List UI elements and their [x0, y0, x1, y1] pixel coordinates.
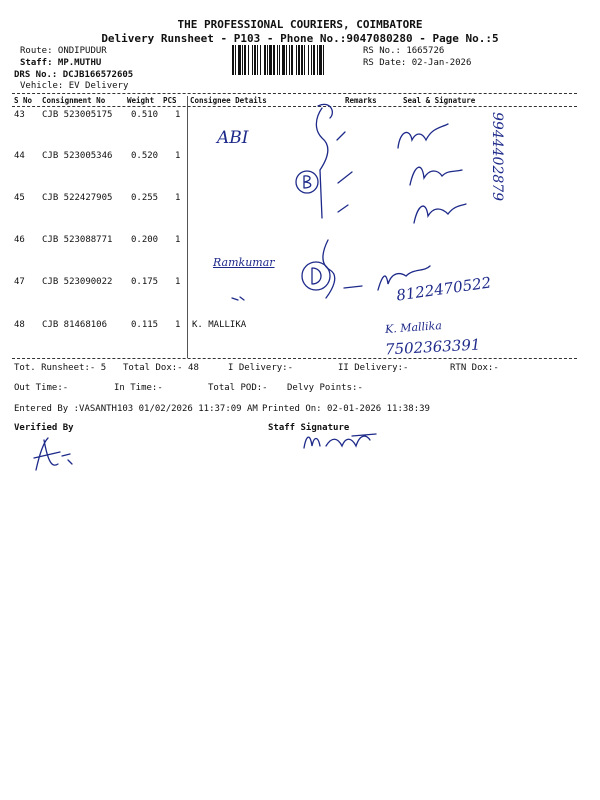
row-consignment: CJB 522427905: [42, 193, 113, 203]
vehicle-label: Vehicle: EV Delivery: [20, 81, 129, 91]
rs-date: RS Date: 02-Jan-2026: [363, 58, 472, 68]
second-delivery: II Delivery:-: [338, 363, 409, 373]
entered-by: Entered By :VASANTH103 01/02/2026 11:37:09 AM: [14, 404, 258, 414]
route-label: Route: ONDIPUDUR: [20, 46, 107, 56]
verified-by-label: Verified By: [14, 423, 74, 433]
row-consignment: CJB 523090022: [42, 277, 113, 287]
handwritten-phone-47: 8122470522: [395, 273, 493, 305]
row-weight: 0.255: [131, 193, 159, 203]
rtn-dox: RTN Dox:-: [450, 363, 499, 373]
row-sno: 44: [14, 151, 25, 161]
col-sno: S No: [14, 96, 33, 105]
row-weight: 0.115: [131, 320, 159, 330]
row-consignment: CJB 81468106: [42, 320, 108, 330]
handwritten-note: Ramkumar: [213, 256, 275, 269]
delivery-points: Delvy Points:-: [287, 383, 363, 393]
rs-number: RS No.: 1665726: [363, 46, 445, 56]
total-dox: Total Dox:- 48: [123, 363, 199, 373]
row-weight: 0.520: [131, 151, 159, 161]
row-sno: 45: [14, 193, 25, 203]
printed-on: Printed On: 02-01-2026 11:38:39: [262, 404, 430, 414]
row-pcs: 1: [175, 277, 181, 287]
row-consignment: CJB 523088771: [42, 235, 113, 245]
col-seal-signature: Seal & Signature: [403, 96, 476, 105]
handwritten-phone-48: 7502363391: [384, 335, 481, 359]
row-weight: 0.200: [131, 235, 159, 245]
row-consignment: CJB 523005175: [42, 110, 113, 120]
row-pcs: 1: [175, 151, 181, 161]
row-pcs: 1: [175, 320, 181, 330]
col-consignee: Consignee Details: [190, 96, 267, 105]
company-name: THE PROFESSIONAL COURIERS, COIMBATORE: [177, 18, 423, 31]
col-consignment: Consignment No: [42, 96, 106, 105]
staff-label: Staff: MP.MUTHU: [20, 58, 102, 68]
row-sno: 47: [14, 277, 25, 287]
out-time: Out Time:-: [14, 383, 69, 393]
row-pcs: 1: [175, 235, 181, 245]
col-weight: Weight: [127, 96, 155, 105]
row-sno: 48: [14, 320, 25, 330]
row-pcs: 1: [175, 193, 181, 203]
row-weight: 0.175: [131, 277, 159, 287]
row-pcs: 1: [175, 110, 181, 120]
col-remarks: Remarks: [345, 96, 377, 105]
row-consignment: CJB 523005346: [42, 151, 113, 161]
first-delivery: I Delivery:-: [228, 363, 294, 373]
in-time: In Time:-: [114, 383, 163, 393]
row-consignee: K. MALLIKA: [192, 320, 247, 330]
handwritten-phone-vertical: 9944402879: [489, 112, 505, 202]
runsheet-subtitle: Delivery Runsheet - P103 - Phone No.:9047080280 - Page No.:5: [101, 32, 499, 45]
col-pcs: PCS: [163, 96, 177, 105]
total-runsheet: Tot. Runsheet:- 5: [14, 363, 107, 373]
drs-number: DRS No.: DCJB166572605: [14, 70, 134, 80]
row-sno: 43: [14, 110, 25, 120]
row-weight: 0.510: [131, 110, 159, 120]
handwritten-abi: ABI: [217, 128, 249, 148]
handwritten-name-48: K. Mallika: [384, 319, 443, 336]
totals-top-rule: [12, 358, 577, 359]
total-pod: Total POD:-: [208, 383, 268, 393]
staff-signature-label: Staff Signature: [268, 423, 350, 433]
row-sno: 46: [14, 235, 25, 245]
